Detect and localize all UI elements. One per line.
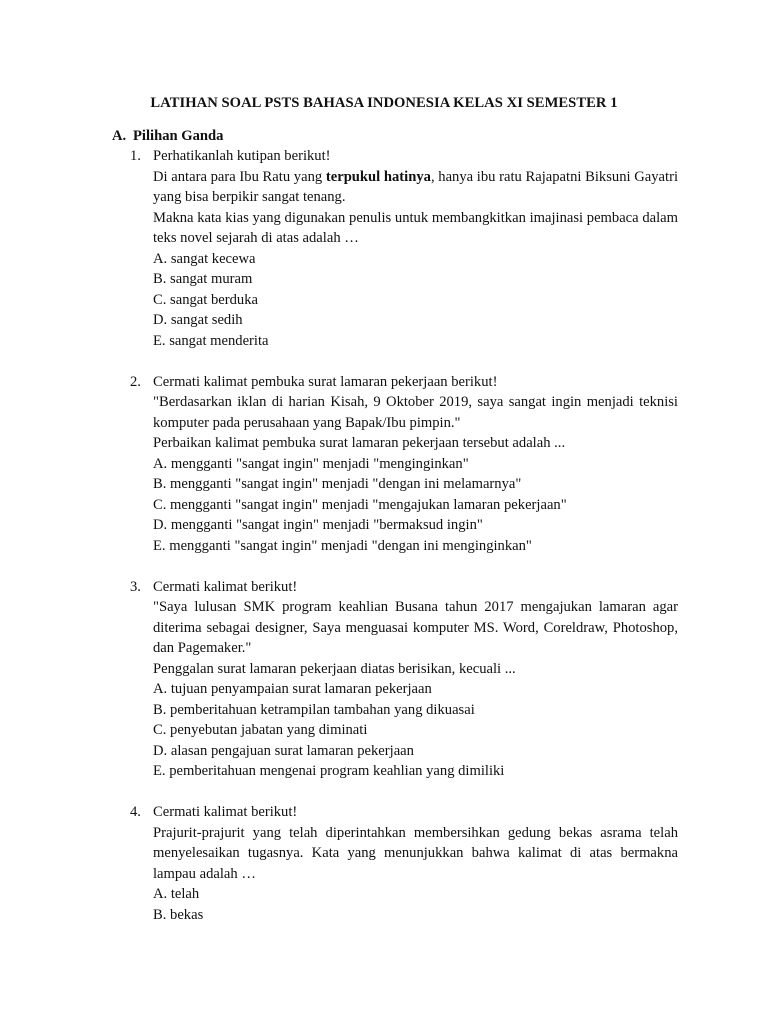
question-3 [130, 577, 678, 782]
answer-option: A. tujuan penyampaian surat lamaran pekerjaan [153, 681, 432, 697]
answer-option: D. alasan pengajuan surat lamaran pekerjaan [153, 742, 414, 759]
question-quote: Prajurit-prajurit yang telah diperintahkan membersihkan gedung bekas asrama telah menyelesaikan tugasnya. Kata yang menunjukkan bahwa kalimat di atas bermakna lampau adalah … [153, 824, 678, 882]
quote-text-before: Di antara para Ibu Ratu yang [153, 168, 326, 185]
page-title: LATIHAN SOAL PSTS BAHASA INDONESIA KELAS XI SEMESTER 1 [150, 95, 618, 111]
question-number: 4. [130, 804, 141, 820]
question-instruction: Perhatikanlah kutipan berikut! [153, 148, 331, 164]
answer-option: A. sangat kecewa [153, 250, 256, 267]
section-letter: A. [112, 128, 127, 144]
question-instruction: Cermati kalimat berikut! [153, 804, 298, 820]
answer-option: C. sangat berduka [153, 291, 258, 308]
answer-option: B. pemberitahuan ketrampilan tambahan yang dikuasai [153, 701, 475, 718]
answer-option: C. mengganti "sangat ingin" menjadi "mengajukan lamaran pekerjaan" [153, 496, 567, 513]
question-prompt: Perbaikan kalimat pembuka surat lamaran pekerjaan tersebut adalah ... [153, 435, 566, 451]
question-number: 2. [130, 373, 141, 390]
answer-option: D. sangat sedih [153, 312, 243, 328]
question-number: 3. [130, 578, 141, 595]
answer-option: D. mengganti "sangat ingin" menjadi "bermaksud ingin" [153, 517, 483, 533]
answer-option: B. bekas [153, 906, 204, 923]
answer-option: C. penyebutan jabatan yang diminati [153, 722, 368, 738]
answer-option: B. mengganti "sangat ingin" menjadi "dengan ini melamarnya" [153, 476, 522, 492]
answer-option: B. sangat muram [153, 271, 253, 287]
question-quote: "Saya lulusan SMK program keahlian Busana tahun 2017 mengajukan lamaran agar diterima sebagai designer, Saya menguasai komputer MS. Word, Coreldraw, Photoshop, dan Pagemaker." [153, 599, 678, 656]
question-quote [153, 167, 678, 208]
question-prompt: Makna kata kias yang digunakan penulis untuk membangkitkan imajinasi pembaca dalam teks novel sejarah di atas adalah … [153, 209, 678, 246]
answer-option: E. mengganti "sangat ingin" menjadi "dengan ini menginginkan" [153, 537, 532, 554]
question-4 [130, 802, 678, 925]
quote-bold-phrase: terpukul hatinya [325, 168, 431, 185]
question-2 [130, 372, 678, 557]
section-title: Pilihan Ganda [133, 128, 224, 144]
question-quote: "Berdasarkan iklan di harian Kisah, 9 Oktober 2019, saya sangat ingin menjadi teknisi komputer pada perusahaan yang Bapak/Ibu pimpin." [153, 394, 678, 431]
question-prompt: Penggalan surat lamaran pekerjaan diatas berisikan, kecuali ... [153, 660, 516, 677]
question-number: 1. [130, 148, 141, 164]
answer-option: A. telah [153, 886, 200, 902]
question-instruction: Cermati kalimat pembuka surat lamaran pekerjaan berikut! [153, 373, 498, 390]
section-heading [112, 126, 223, 146]
question-instruction: Cermati kalimat berikut! [153, 578, 298, 595]
quote-text-after: , hanya ibu ratu Rajapatni Biksuni Gayatri yang bisa berpikir sangat tenang. [153, 168, 678, 205]
answer-option: E. pemberitahuan mengenai program keahlian yang dimiliki [153, 763, 505, 779]
question-list [130, 146, 678, 925]
answer-option: A. mengganti "sangat ingin" menjadi "menginginkan" [153, 455, 469, 472]
question-1 [130, 146, 678, 351]
answer-option: E. sangat menderita [153, 332, 269, 349]
